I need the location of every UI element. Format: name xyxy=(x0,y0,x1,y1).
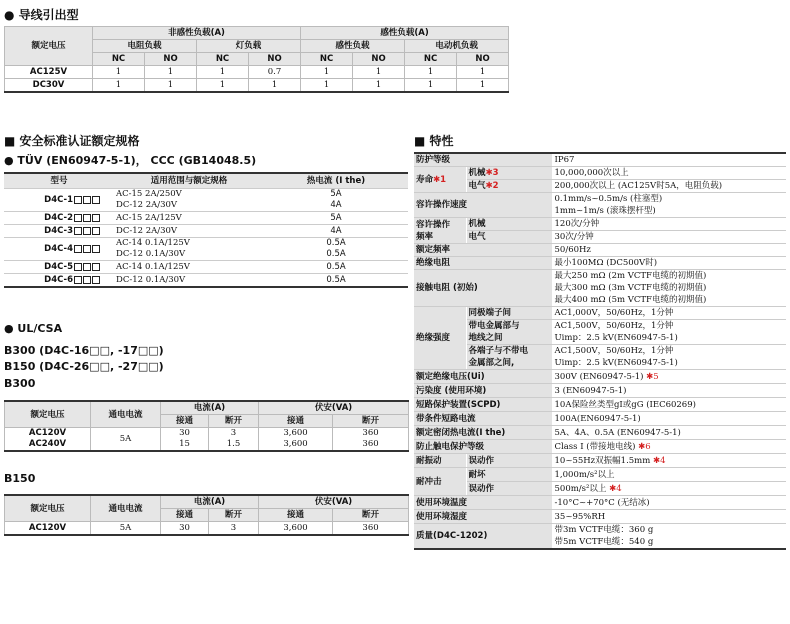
spec-value: -10°C~+70°C (无结冰) xyxy=(552,496,786,510)
spec-key: 耐振动 xyxy=(414,454,466,468)
spec-key: 短路保护装置(SCPD) xyxy=(414,398,552,412)
b150-table xyxy=(4,494,409,536)
value-cell: 1 xyxy=(457,79,509,93)
table-row xyxy=(4,189,408,212)
current-cell: 5A 4A xyxy=(264,189,408,212)
header-nc: NC xyxy=(405,53,457,66)
value-cell: 1 xyxy=(301,66,353,79)
value-cell: 1 xyxy=(145,66,197,79)
table-row xyxy=(4,225,408,238)
break-va-cell: 360 360 xyxy=(333,428,409,452)
value-cell: 1 xyxy=(353,66,405,79)
break-va-cell: 360 xyxy=(333,522,409,536)
header-current: 电流(A) xyxy=(161,401,259,415)
header-no: NO xyxy=(353,53,405,66)
spec-key: 防护等级 xyxy=(414,153,552,167)
model-cell: D4C-2 xyxy=(4,212,114,225)
tuv-table xyxy=(4,172,408,288)
spec-value: 100A(EN60947-5-1) xyxy=(552,412,786,426)
value-cell: 1 xyxy=(197,66,249,79)
header-make: 接通 xyxy=(161,415,209,428)
header-carry: 通电电流 xyxy=(91,401,161,428)
spec-key: 额定绝缘电压(Ui) xyxy=(414,370,552,384)
header-voltage: 额定电压 xyxy=(5,27,93,66)
header-voltage: 额定电压 xyxy=(5,401,91,428)
current-cell: 0.5A xyxy=(264,261,408,274)
range-cell: AC-14 0.1A/125V xyxy=(114,261,264,274)
section-title-ul: ● UL/CSA xyxy=(4,322,63,335)
spec-key: 防止触电保护等级 xyxy=(414,440,552,454)
make-va-cell: 3,600 xyxy=(259,522,333,536)
carry-cell: 5A xyxy=(91,522,161,536)
voltage-cell: AC125V xyxy=(5,66,93,79)
b150-title: B150 xyxy=(4,472,36,485)
spec-subkey: 误动作 xyxy=(466,482,552,496)
model-cell: D4C-5 xyxy=(4,261,114,274)
spec-value: AC1,000V，50/60Hz，1分钟 xyxy=(552,307,786,320)
current-cell: 5A xyxy=(264,212,408,225)
table-row xyxy=(5,66,509,79)
header-range: 适用范围与额定规格 xyxy=(114,173,264,189)
header-nc: NC xyxy=(93,53,145,66)
spec-value: 120次/分钟 xyxy=(552,218,786,231)
spec-key: 耐冲击 xyxy=(414,468,466,496)
subtitle-tuv: ● TÜV (EN60947-5-1)， CCC (GB14048.5) xyxy=(4,154,257,167)
voltage-cell: AC120V AC240V xyxy=(5,428,91,452)
spec-subkey: 机械✱3 xyxy=(466,167,552,180)
make-current-cell: 30 15 xyxy=(161,428,209,452)
spec-value: 带3m VCTF电缆：360 g 带5m VCTF电缆：540 g xyxy=(552,524,786,550)
table-row xyxy=(4,212,408,225)
spec-value: 最大250 mΩ (2m VCTF电缆的初期值) 最大300 mΩ (3m VCTF电缆的初期值) 最大400 mΩ (5m VCTF电缆的初期值) xyxy=(552,270,786,307)
current-cell: 0.5A xyxy=(264,274,408,288)
voltage-cell: DC30V xyxy=(5,79,93,93)
spec-key: 接触电阻 (初始) xyxy=(414,270,552,307)
model-cell: D4C-3 xyxy=(4,225,114,238)
header-make: 接通 xyxy=(259,415,333,428)
header-no: NO xyxy=(145,53,197,66)
spec-value: 5A、4A、0.5A (EN60947-5-1) xyxy=(552,426,786,440)
spec-subkey: 电气 xyxy=(466,231,552,244)
spec-subkey: 误动作 xyxy=(466,454,552,468)
current-cell: 0.5A 0.5A xyxy=(264,238,408,261)
value-cell: 1 xyxy=(93,66,145,79)
spec-subkey: 电气✱2 xyxy=(466,180,552,193)
value-cell: 1 xyxy=(301,79,353,93)
spec-value: 最小100MΩ (DC500V时) xyxy=(552,257,786,270)
header-motor: 电动机负载 xyxy=(405,40,509,53)
break-current-cell: 3 xyxy=(209,522,259,536)
header-current: 热电流 (I the) xyxy=(264,173,408,189)
table-row xyxy=(4,274,408,288)
range-cell: AC-15 2A/250V DC-12 2A/30V xyxy=(114,189,264,212)
spec-value: 10,000,000次以上 xyxy=(552,167,786,180)
spec-value: AC1,500V，50/60Hz，1分钟 Uimp：2.5 kV(EN60947-5-1) xyxy=(552,345,786,370)
spec-subkey: 各端子与不带电 金属部之间, xyxy=(466,345,552,370)
spec-value: 300V (EN60947-5-1) ✱5 xyxy=(552,370,786,384)
spec-subkey: 带电金属部与 地线之间 xyxy=(466,320,552,345)
header-break: 断开 xyxy=(209,509,259,522)
make-va-cell: 3,600 3,600 xyxy=(259,428,333,452)
lead-wire-table xyxy=(4,26,509,93)
header-inductive: 感性负载(A) xyxy=(301,27,509,40)
value-cell: 1 xyxy=(249,79,301,93)
spec-key: 容许操作 频率 xyxy=(414,218,466,244)
header-inductive-load: 感性负载 xyxy=(301,40,405,53)
header-noninductive: 非感性负载(A) xyxy=(93,27,301,40)
spec-value: 200,000次以上 (AC125V时5A，电阻负载) xyxy=(552,180,786,193)
value-cell: 1 xyxy=(457,66,509,79)
header-carry: 通电电流 xyxy=(91,495,161,522)
table-row xyxy=(4,238,408,261)
b300-line: B300 (D4C-16□□, -17□□) xyxy=(4,344,164,357)
value-cell: 1 xyxy=(405,79,457,93)
make-current-cell: 30 xyxy=(161,522,209,536)
model-cell: D4C-6 xyxy=(4,274,114,288)
spec-value: IP67 xyxy=(552,153,786,167)
value-cell: 0.7 xyxy=(249,66,301,79)
spec-key: 带条件短路电流 xyxy=(414,412,552,426)
spec-key: 污染度 (使用环境) xyxy=(414,384,552,398)
table-row xyxy=(5,428,409,452)
header-va: 伏安(VA) xyxy=(259,495,409,509)
spec-value: 0.1mm/s~0.5m/s (柱塞型) 1mm~1m/s (滚珠摆杆型) xyxy=(552,193,786,218)
range-cell: AC-14 0.1A/125V DC-12 0.1A/30V xyxy=(114,238,264,261)
header-model: 型号 xyxy=(4,173,114,189)
table-row xyxy=(5,79,509,93)
header-va: 伏安(VA) xyxy=(259,401,409,415)
spec-key: 容许操作速度 xyxy=(414,193,552,218)
b300-table xyxy=(4,400,409,452)
value-cell: 1 xyxy=(197,79,249,93)
value-cell: 1 xyxy=(145,79,197,93)
spec-subkey: 耐坏 xyxy=(466,468,552,482)
current-cell: 4A xyxy=(264,225,408,238)
spec-subkey: 同极端子间 xyxy=(466,307,552,320)
spec-value: 500m/s²以上 ✱4 xyxy=(552,482,786,496)
model-cell: D4C-1 xyxy=(4,189,114,212)
header-voltage: 额定电压 xyxy=(5,495,91,522)
spec-value: Class I (带接地电线) ✱6 xyxy=(552,440,786,454)
spec-value: 1,000m/s²以上 xyxy=(552,468,786,482)
spec-value: 10A保险丝类型gI或gG (IEC60269) xyxy=(552,398,786,412)
header-lamp: 灯负载 xyxy=(197,40,301,53)
header-break: 断开 xyxy=(333,509,409,522)
spec-value: 35~95%RH xyxy=(552,510,786,524)
spec-value: 50/60Hz xyxy=(552,244,786,257)
header-resistive: 电阻负载 xyxy=(93,40,197,53)
spec-key: 质量(D4C-1202) xyxy=(414,524,552,550)
section-title-safety: ■ 安全标准认证额定规格 xyxy=(4,134,140,148)
spec-key: 额定频率 xyxy=(414,244,552,257)
spec-value: 3 (EN60947-5-1) xyxy=(552,384,786,398)
header-no: NO xyxy=(249,53,301,66)
header-nc: NC xyxy=(301,53,353,66)
voltage-cell: AC120V xyxy=(5,522,91,536)
b300-title: B300 xyxy=(4,377,36,390)
value-cell: 1 xyxy=(353,79,405,93)
section-title-lead-wire: ● 导线引出型 xyxy=(4,8,79,22)
table-row xyxy=(5,522,409,536)
header-no: NO xyxy=(457,53,509,66)
spec-key: 使用环境湿度 xyxy=(414,510,552,524)
range-cell: DC-12 2A/30V xyxy=(114,225,264,238)
header-nc: NC xyxy=(197,53,249,66)
spec-subkey: 机械 xyxy=(466,218,552,231)
carry-cell: 5A xyxy=(91,428,161,452)
section-title-characteristics: ■ 特性 xyxy=(414,134,454,148)
header-current: 电流(A) xyxy=(161,495,259,509)
table-row xyxy=(4,261,408,274)
header-make: 接通 xyxy=(259,509,333,522)
break-current-cell: 3 1.5 xyxy=(209,428,259,452)
range-cell: DC-12 0.1A/30V xyxy=(114,274,264,288)
range-cell: AC-15 2A/125V xyxy=(114,212,264,225)
b150-line: B150 (D4C-26□□, -27□□) xyxy=(4,360,164,373)
characteristics-table xyxy=(414,152,786,550)
spec-key: 绝缘强度 xyxy=(414,307,466,370)
model-cell: D4C-4 xyxy=(4,238,114,261)
header-break: 断开 xyxy=(333,415,409,428)
spec-value: AC1,500V，50/60Hz，1分钟 Uimp：2.5 kV(EN60947-5-1) xyxy=(552,320,786,345)
spec-key: 额定密闭热电流(I the) xyxy=(414,426,552,440)
value-cell: 1 xyxy=(405,66,457,79)
spec-value: 30次/分钟 xyxy=(552,231,786,244)
spec-value: 10~55Hz双振幅1.5mm ✱4 xyxy=(552,454,786,468)
value-cell: 1 xyxy=(93,79,145,93)
spec-key: 寿命✱1 xyxy=(414,167,466,193)
header-make: 接通 xyxy=(161,509,209,522)
header-break: 断开 xyxy=(209,415,259,428)
spec-key: 使用环境温度 xyxy=(414,496,552,510)
spec-key: 绝缘电阻 xyxy=(414,257,552,270)
